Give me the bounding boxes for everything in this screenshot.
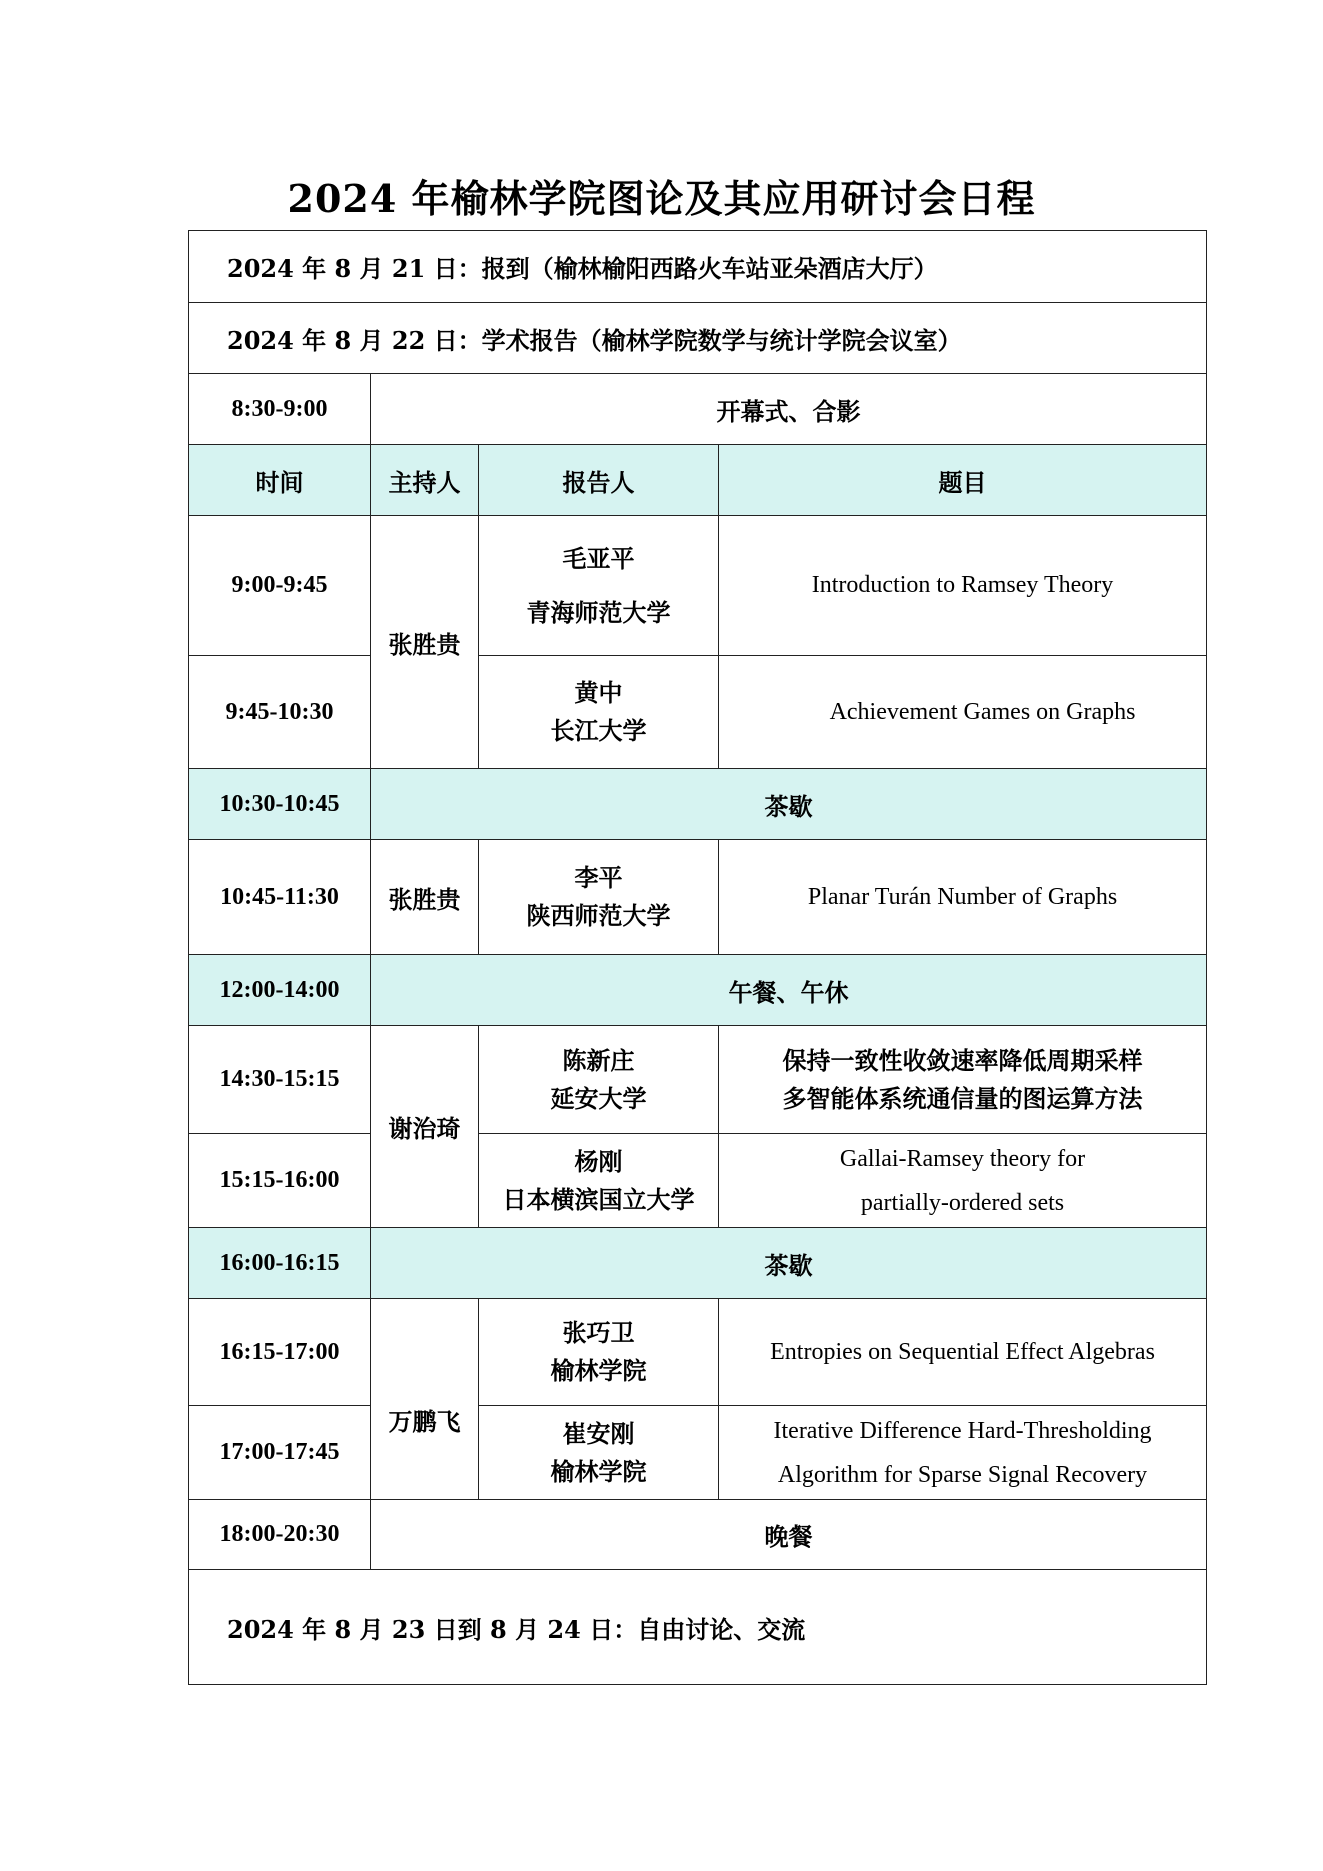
break-label: 晚餐 — [371, 1500, 1207, 1570]
break-row — [189, 1500, 1207, 1570]
table-row — [189, 516, 1207, 656]
talk-topic: Gallai-Ramsey theory for — [839, 1145, 1086, 1172]
day1-row — [189, 231, 1207, 303]
speaker-cell — [479, 1406, 719, 1500]
header-row — [189, 445, 1207, 516]
speaker-cell — [479, 656, 719, 769]
header-speaker: 报告人 — [479, 445, 719, 516]
talk-time: 15:15-16:00 — [189, 1134, 371, 1228]
speaker-affiliation: 榆林学院 — [550, 1456, 647, 1486]
talk-topic: Planar Turán Number of Graphs — [719, 840, 1207, 955]
speaker-cell — [479, 1134, 719, 1228]
header-time: 时间 — [189, 445, 371, 516]
talk-topic-line2: 多智能体系统通信量的图运算方法 — [782, 1083, 1143, 1113]
speaker-affiliation: 陕西师范大学 — [526, 901, 671, 930]
talk-topic-line2: partially-ordered sets — [860, 1189, 1065, 1216]
speaker-affiliation: 延安大学 — [550, 1083, 647, 1113]
header-topic: 题目 — [719, 445, 1207, 516]
host-name: 谢治琦 — [371, 1026, 479, 1228]
header-host: 主持人 — [371, 445, 479, 516]
break-time: 18:00-20:30 — [189, 1500, 371, 1570]
talk-topic: Iterative Difference Hard-Thresholding — [773, 1417, 1152, 1444]
table-row — [189, 840, 1207, 955]
host-name: 万鹏飞 — [371, 1299, 479, 1500]
talk-topic: 保持一致性收敛速率降低周期采样 — [782, 1045, 1143, 1075]
speaker-affiliation: 日本横滨国立大学 — [502, 1184, 695, 1214]
talk-time: 10:45-11:30 — [189, 840, 371, 955]
break-label: 茶歇 — [371, 769, 1207, 840]
talk-topic: Entropies on Sequential Effect Algebras — [719, 1299, 1207, 1406]
table-row — [189, 1406, 1207, 1500]
speaker-name: 陈新庄 — [562, 1045, 635, 1075]
speaker-name: 黄中 — [574, 678, 623, 707]
talk-topic: Achievement Games on Graphs — [719, 656, 1207, 769]
speaker-name: 张巧卫 — [562, 1318, 635, 1347]
host-name: 张胜贵 — [371, 516, 479, 769]
opening-row — [189, 374, 1207, 445]
break-row — [189, 1228, 1207, 1299]
table-row — [189, 1134, 1207, 1228]
break-label: 茶歇 — [371, 1228, 1207, 1299]
day3-row — [189, 1570, 1207, 1685]
speaker-affiliation: 青海师范大学 — [526, 597, 671, 627]
opening-time: 8:30-9:00 — [189, 374, 371, 445]
talk-time: 9:45-10:30 — [189, 656, 371, 769]
talk-time: 17:00-17:45 — [189, 1406, 371, 1500]
speaker-affiliation: 长江大学 — [550, 716, 647, 745]
page-title: 2024 年榆林学院图论及其应用研讨会日程 — [287, 176, 1036, 221]
speaker-cell — [479, 516, 719, 656]
talk-topic: Introduction to Ramsey Theory — [719, 516, 1207, 656]
table-row — [189, 1299, 1207, 1406]
talk-time: 9:00-9:45 — [189, 516, 371, 656]
break-time: 16:00-16:15 — [189, 1228, 371, 1299]
talk-topic-cell — [719, 1026, 1207, 1134]
day2-text: 2024 年 8 月 22 日：学术报告（榆林学院数学与统计学院会议室） — [189, 303, 1207, 374]
break-row — [189, 955, 1207, 1026]
speaker-cell — [479, 1299, 719, 1406]
talk-topic-cell — [719, 1406, 1207, 1500]
day1-text: 2024 年 8 月 21 日：报到（榆林榆阳西路火车站亚朵酒店大厅） — [189, 231, 1207, 303]
speaker-affiliation: 榆林学院 — [550, 1356, 647, 1385]
break-row — [189, 769, 1207, 840]
schedule-table — [188, 230, 1207, 1685]
speaker-name: 李平 — [574, 863, 623, 892]
break-time: 12:00-14:00 — [189, 955, 371, 1026]
speaker-cell — [479, 1026, 719, 1134]
opening-label: 开幕式、合影 — [371, 374, 1207, 445]
speaker-cell — [479, 840, 719, 955]
table-row — [189, 656, 1207, 769]
speaker-name: 崔安刚 — [562, 1418, 635, 1448]
speaker-name: 毛亚平 — [562, 543, 635, 573]
talk-time: 14:30-15:15 — [189, 1026, 371, 1134]
break-label: 午餐、午休 — [371, 955, 1207, 1026]
break-time: 10:30-10:45 — [189, 769, 371, 840]
talk-topic-line2: Algorithm for Sparse Signal Recovery — [777, 1461, 1148, 1488]
day3-text: 2024 年 8 月 23 日到 8 月 24 日：自由讨论、交流 — [189, 1570, 1207, 1685]
host-name: 张胜贵 — [371, 840, 479, 955]
speaker-name: 杨刚 — [574, 1146, 623, 1176]
table-row — [189, 1026, 1207, 1134]
talk-time: 16:15-17:00 — [189, 1299, 371, 1406]
day2-row — [189, 303, 1207, 374]
talk-topic-cell — [719, 1134, 1207, 1228]
